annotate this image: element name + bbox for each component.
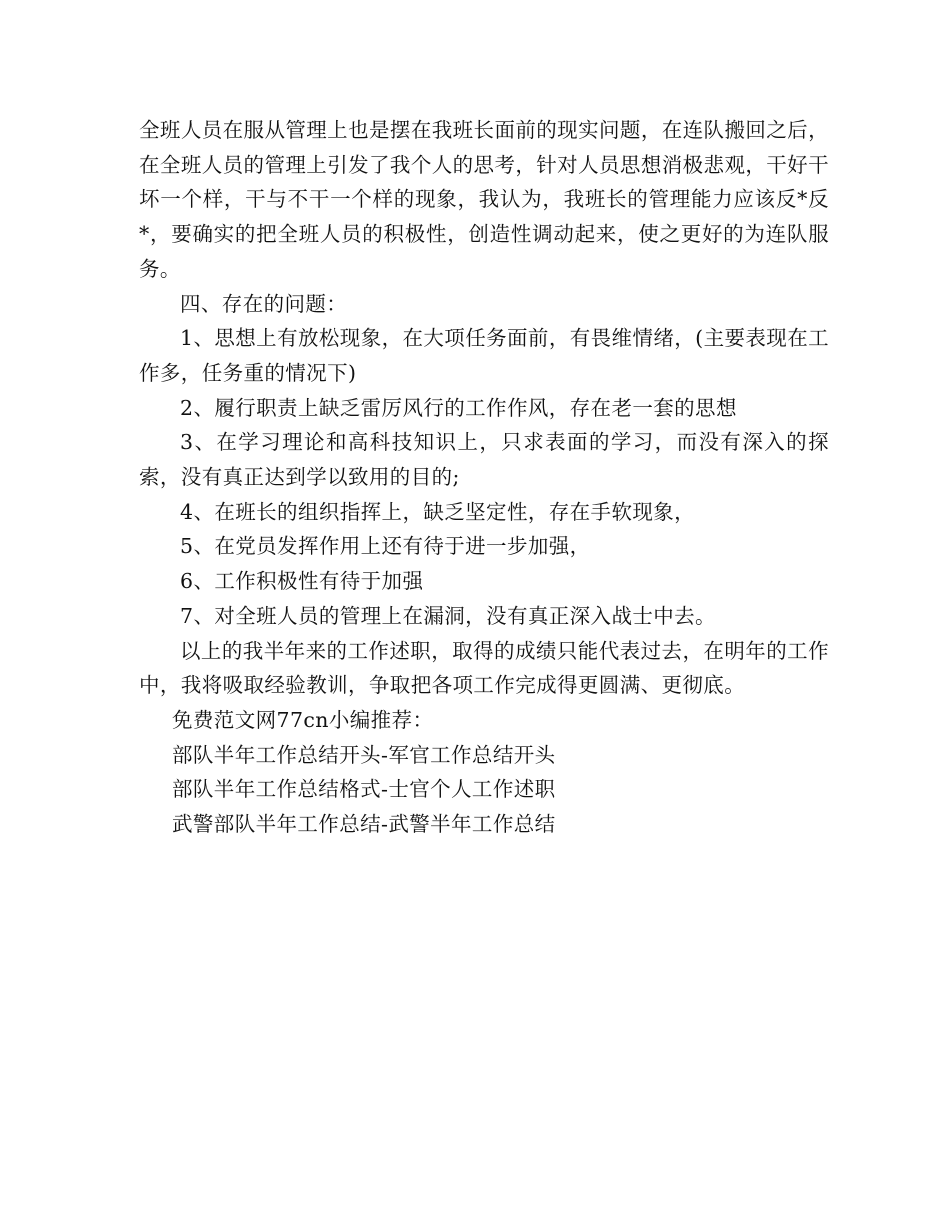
document-body bbox=[139, 113, 829, 842]
problem-item-5: 5、在党员发挥作用上还有待于进一步加强， bbox=[180, 534, 591, 559]
section-heading-problems: 四、存在的问题： bbox=[180, 291, 348, 316]
problem-item-7: 7、对全班人员的管理上在漏洞，没有真正深入战士中去。 bbox=[180, 603, 716, 628]
problem-item-3: 3、在学习理论和高科技知识上，只求表面的学习，而没有深入的探索，没有真正达到学以致用的目的; bbox=[139, 430, 829, 490]
recommend-link-1[interactable]: 部队半年工作总结开头-军官工作总结开头 bbox=[172, 742, 556, 767]
recommend-link-2[interactable]: 部队半年工作总结格式-士官个人工作述职 bbox=[172, 777, 556, 802]
body-paragraph-1: 全班人员在服从管理上也是摆在我班长面前的现实问题，在连队搬回之后，在全班人员的管理上引发了我个人的思考，针对人员思想消极悲观，干好干坏一个样，干与不干一个样的现象，我认为，我班长的管理能力应该反*反*，要确实的把全班人员的积极性，创造性调动起来，使之更好的为连队服务。 bbox=[139, 118, 829, 281]
recommend-label: 免费范文网77cn小编推荐： bbox=[172, 707, 434, 732]
problem-item-4: 4、在班长的组织指挥上，缺乏坚定性，存在手软现象， bbox=[180, 499, 696, 524]
recommend-link-3[interactable]: 武警部队半年工作总结-武警半年工作总结 bbox=[172, 812, 556, 837]
problem-item-1: 1、思想上有放松现象，在大项任务面前，有畏维情绪，(主要表现在工作多，任务重的情况下) bbox=[139, 326, 829, 385]
problem-item-2: 2、履行职责上缺乏雷厉风行的工作作风，存在老一套的思想 bbox=[180, 395, 737, 420]
problem-item-6: 6、工作积极性有待于加强 bbox=[180, 569, 424, 594]
closing-paragraph: 以上的我半年来的工作述职，取得的成绩只能代表过去，在明年的工作中，我将吸取经验教训，争取把各项工作完成得更圆满、更彻底。 bbox=[139, 638, 829, 698]
